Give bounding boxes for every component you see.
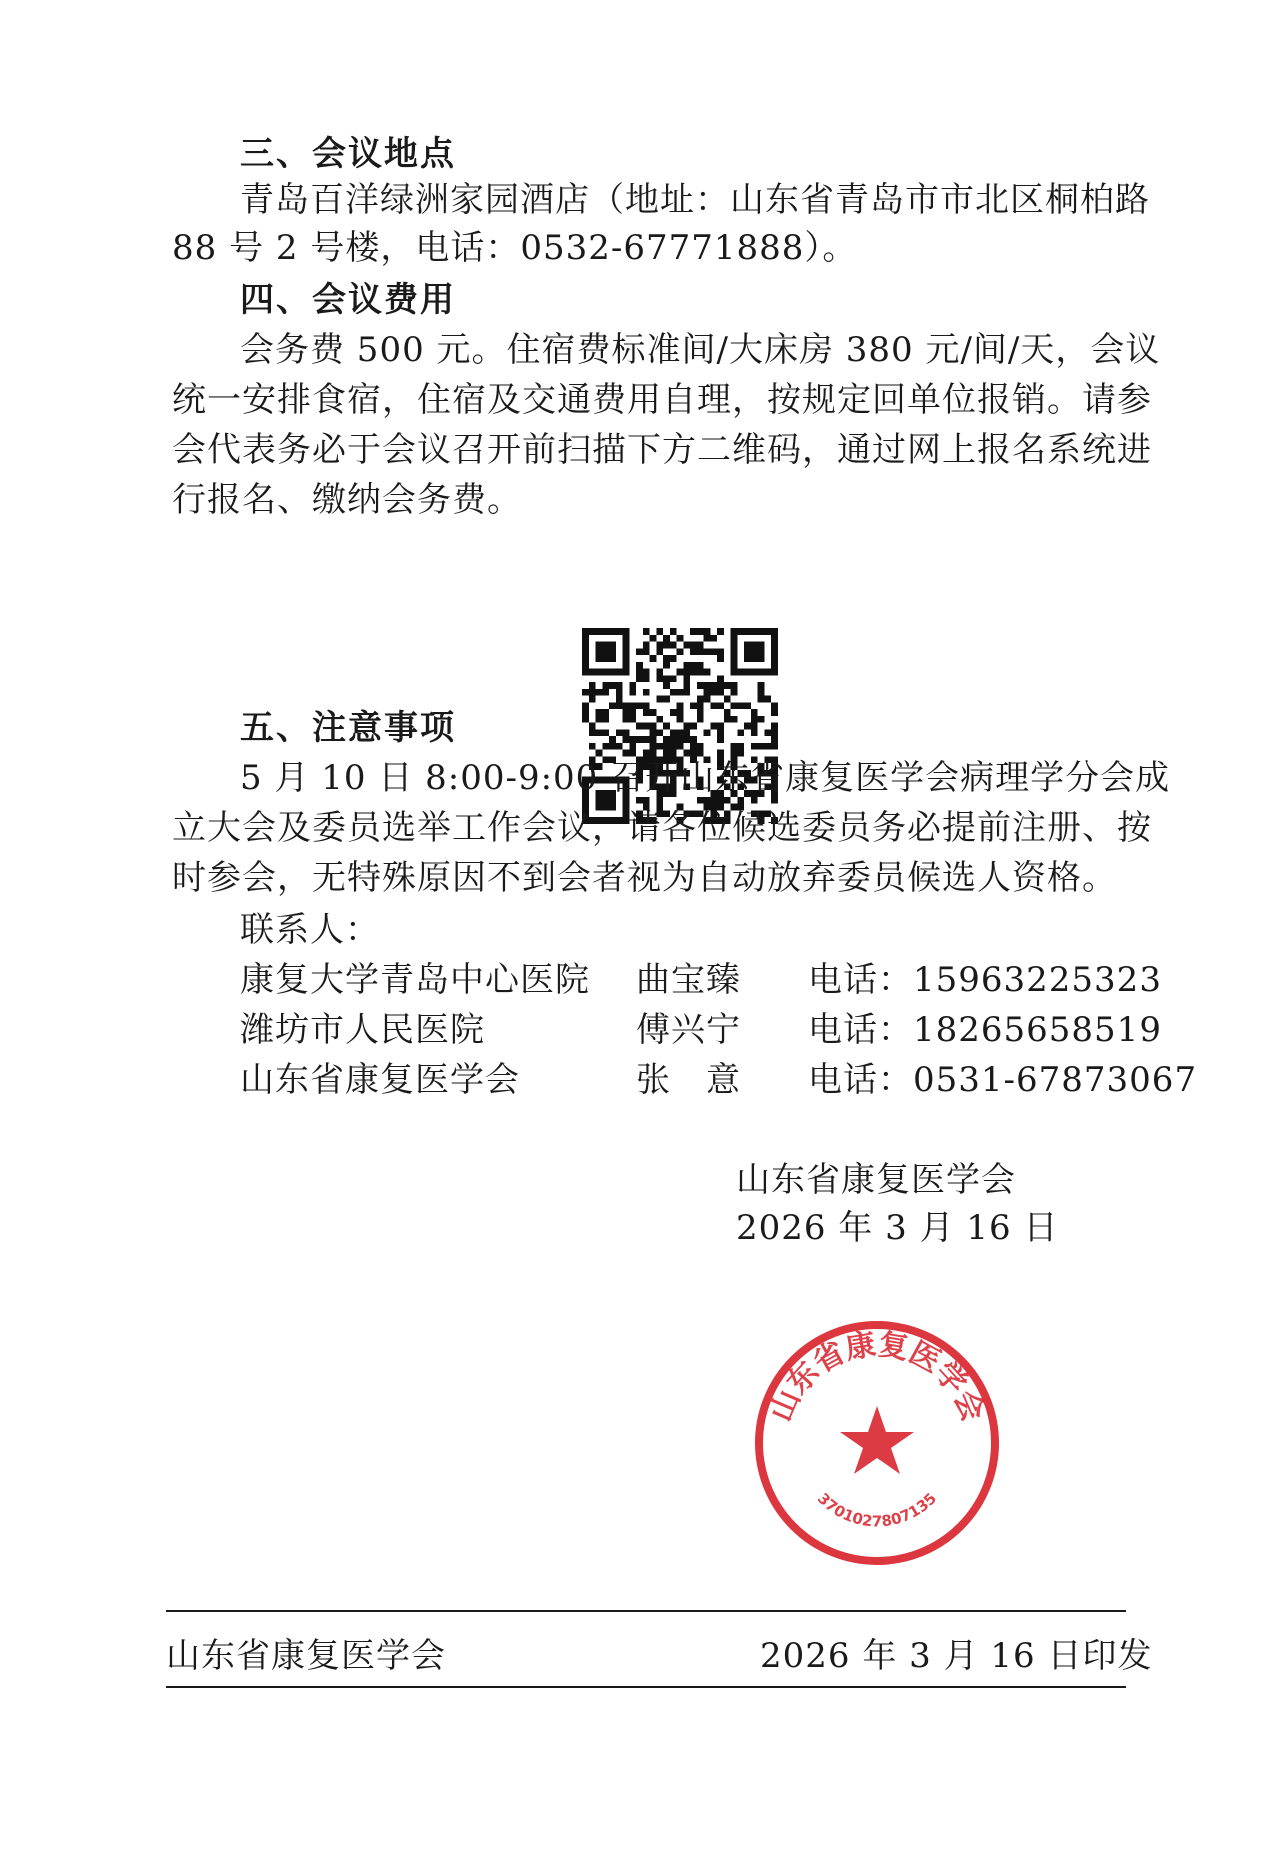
section-5-line-3: 时参会，无特殊原因不到会者视为自动放弃委员候选人资格。	[172, 858, 1117, 898]
section-3-line-1: 青岛百洋绿洲家园酒店（地址：山东省青岛市市北区桐柏路	[240, 180, 1150, 220]
contact-tel-2: 电话：18265658519	[808, 1010, 1162, 1050]
footer-top-rule	[166, 1610, 1126, 1612]
contact-org-3: 山东省康复医学会	[240, 1060, 520, 1100]
footer-bottom-rule	[166, 1686, 1126, 1688]
section-5-heading: 五、注意事项	[240, 708, 456, 748]
signature-date: 2026 年 3 月 16 日	[736, 1208, 1059, 1248]
section-5-line-1: 5 月 10 日 8:00-9:00 召开山东省康复医学会病理学分会成	[240, 758, 1171, 798]
section-4-line-3: 会代表务必于会议召开前扫描下方二维码，通过网上报名系统进	[172, 430, 1152, 470]
section-3-line-2: 88 号 2 号楼，电话：0532-67771888）。	[172, 228, 858, 268]
seal-org-text: 山东省康复医学会	[763, 1327, 991, 1427]
section-4-line-1: 会务费 500 元。住宿费标准间/大床房 380 元/间/天，会议	[240, 330, 1161, 370]
contact-name-1: 曲宝臻	[636, 960, 741, 1000]
official-seal-stamp	[752, 1318, 1002, 1568]
section-4-line-4: 行报名、缴纳会务费。	[172, 480, 522, 520]
contact-tel-1: 电话：15963225323	[808, 960, 1162, 1000]
contact-org-2: 潍坊市人民医院	[240, 1010, 485, 1050]
section-3-heading: 三、会议地点	[240, 134, 456, 174]
seal-code-text: 3701027807135	[813, 1489, 941, 1531]
seal-star-icon	[840, 1406, 914, 1474]
contact-org-1: 康复大学青岛中心医院	[240, 960, 590, 1000]
section-4-heading: 四、会议费用	[240, 280, 456, 320]
footer-issuer: 山东省康复医学会	[166, 1636, 446, 1676]
footer-issue-date: 2026 年 3 月 16 日印发	[760, 1636, 1153, 1676]
section-5-line-2: 立大会及委员选举工作会议，请各位候选委员务必提前注册、按	[172, 808, 1152, 848]
section-4-line-2: 统一安排食宿，住宿及交通费用自理，按规定回单位报销。请参	[172, 380, 1152, 420]
signature-org: 山东省康复医学会	[736, 1160, 1016, 1200]
contact-name-3: 张 意	[636, 1060, 741, 1100]
contact-name-2: 傅兴宁	[636, 1010, 741, 1050]
contact-tel-3: 电话：0531-67873067	[808, 1060, 1198, 1100]
contacts-label: 联系人：	[240, 910, 380, 950]
svg-text:3701027807135	[814, 1489, 940, 1530]
